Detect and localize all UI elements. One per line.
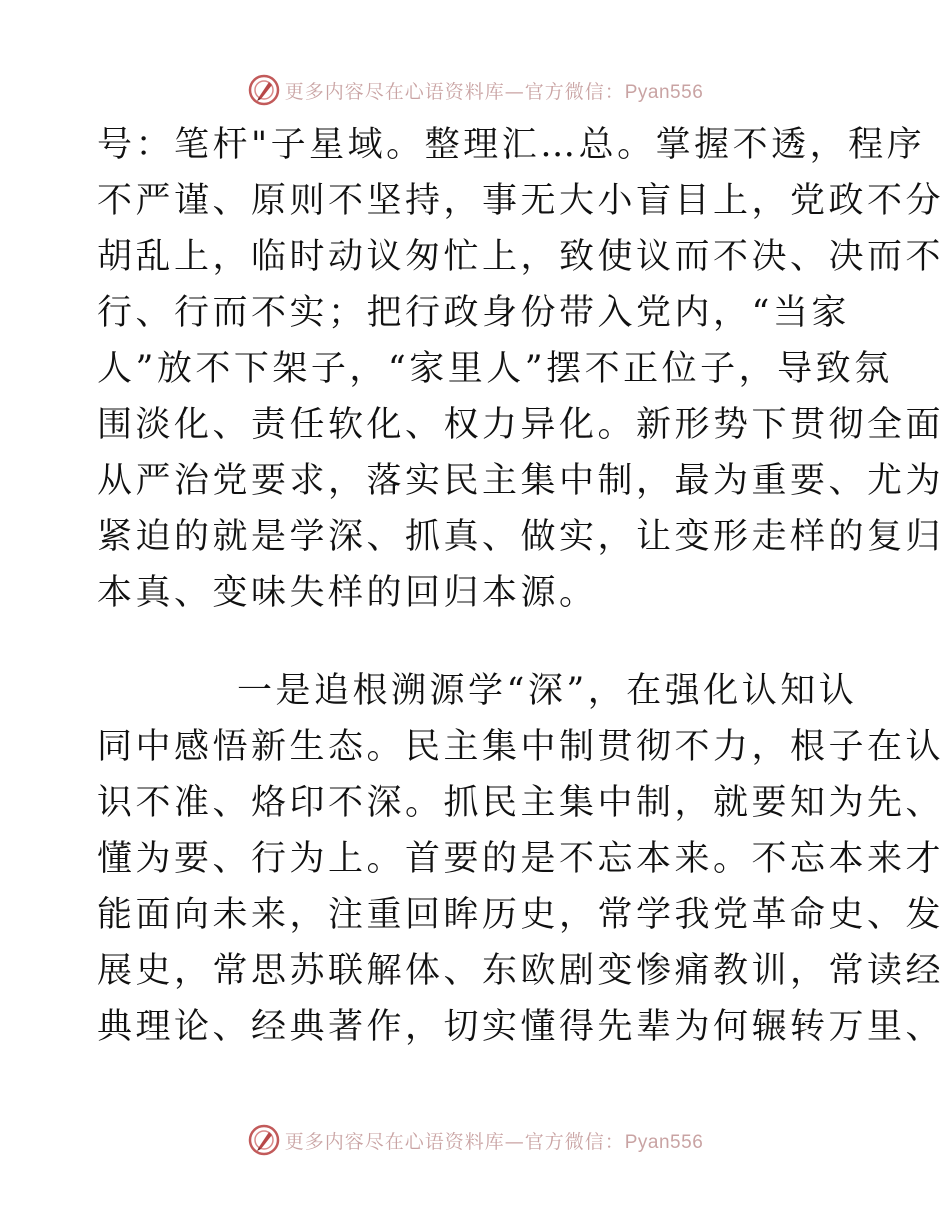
- text-line: 能面向未来，注重回眸历史，常学我党革命史、发: [97, 895, 945, 935]
- text-line: 人”放不下架子，“家里人”摆不正位子，导致氛: [97, 349, 893, 389]
- text-line: 不严谨、原则不坚持，事无大小盲目上，党政不分: [97, 181, 945, 221]
- watermark-text: 更多内容尽在心语资料库—官方微信：Pyan556: [284, 1130, 704, 1153]
- pen-nib-logo-icon: [247, 1123, 281, 1157]
- text-line: 识不准、烙印不深。抓民主集中制，就要知为先、: [97, 783, 945, 823]
- document-body: [97, 117, 945, 1055]
- text-line: 典理论、经典著作，切实懂得先辈为何辗转万里、: [97, 1007, 945, 1047]
- pen-nib-logo-icon: [247, 73, 281, 107]
- wechat-id: Pyan556: [624, 1131, 704, 1153]
- text-line: 一是追根溯源学“深”，在强化认知认: [237, 671, 858, 711]
- watermark-text: 更多内容尽在心语资料库—官方微信：Pyan556: [284, 80, 704, 103]
- paragraph-2: [97, 663, 945, 1055]
- text-line: 号：笔杆"子星域。整理汇…总。掌握不透，程序: [97, 125, 926, 165]
- text-line: 展史，常思苏联解体、东欧剧变惨痛教训，常读经: [97, 951, 945, 991]
- text-line: 胡乱上，临时动议匆忙上，致使议而不决、决而不: [97, 237, 945, 277]
- paragraph-1: [97, 117, 945, 621]
- wechat-id: Pyan556: [624, 81, 704, 103]
- text-line: 紧迫的就是学深、抓真、做实，让变形走样的复归: [97, 517, 945, 557]
- text-line: 围淡化、责任软化、权力异化。新形势下贯彻全面: [97, 405, 945, 445]
- text-line: 本真、变味失样的回归本源。: [97, 573, 598, 613]
- text-line: 懂为要、行为上。首要的是不忘本来。不忘本来才: [97, 839, 945, 879]
- header-watermark: [0, 70, 950, 110]
- text-line: 行、行而不实；把行政身份带入党内，“当家: [97, 293, 850, 333]
- footer-watermark: [0, 1120, 950, 1160]
- paragraph-gap: [97, 621, 853, 663]
- text-line: 从严治党要求，落实民主集中制，最为重要、尤为: [97, 461, 945, 501]
- text-line: 同中感悟新生态。民主集中制贯彻不力，根子在认: [97, 727, 945, 767]
